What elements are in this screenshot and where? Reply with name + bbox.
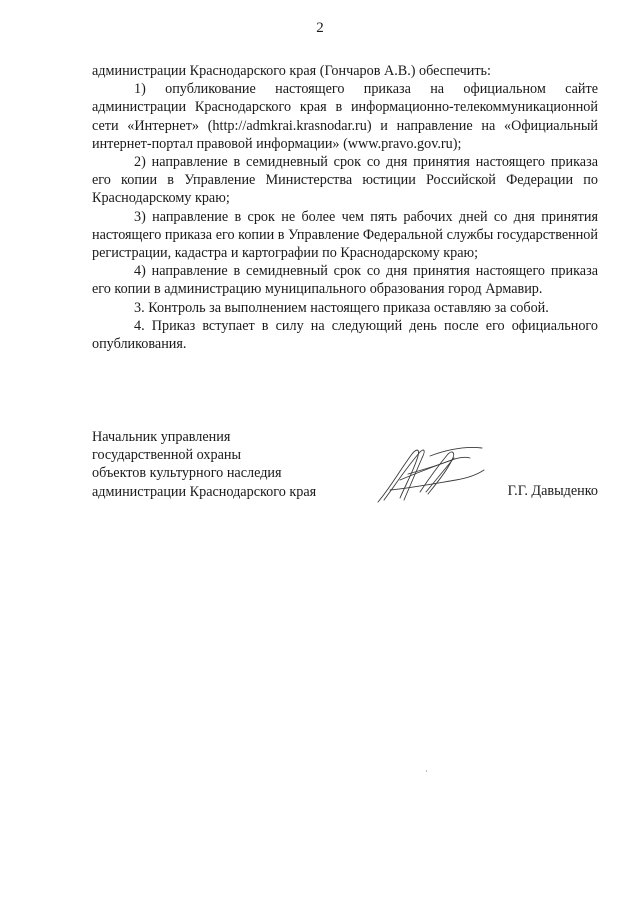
page-number: 2 <box>316 20 324 36</box>
handwritten-signature <box>370 440 490 512</box>
signatory-title <box>92 428 316 501</box>
signatory-title-line: государственной охраны <box>92 447 242 464</box>
paragraph-effect: 4. Приказ вступает в силу на следующий день после его официального опубликования. <box>92 317 598 353</box>
signatory-title-line: Начальник управления <box>92 429 231 445</box>
signatory-title-line: объектов культурного наследия <box>92 465 282 482</box>
signatory-title-line: администрации Краснодарского края <box>92 483 317 500</box>
paragraph-item-1: 1) опубликование настоящего приказа на официальном сайте администрации Краснодарского края в информационно-телекоммуникационной сети «Интернет» (http://admkrai.krasnodar.ru) и направление на «Официальный интернет-портал правовой информации» (www.pravo.gov.ru); <box>92 81 598 152</box>
paragraph-item-4: 4) направление в семидневный срок со дня принятия настоящего приказа его копии в администрацию муниципального образования город Армавир. <box>92 263 598 298</box>
paragraph-item-3: 3) направление в срок не более чем пять рабочих дней со дня принятия настоящего приказа его копии в Управление Федеральной службы государственной регистрации, кадастра и картографии по Краснодарскому краю; <box>92 208 598 262</box>
paragraph-continuation: администрации Краснодарского края (Гончаров А.В.) обеспечить: <box>92 63 491 79</box>
scan-speck <box>426 770 427 772</box>
document-body <box>92 62 598 353</box>
signatory-name: Г.Г. Давыденко <box>507 483 598 499</box>
paragraph-control: 3. Контроль за выполнением настоящего приказа оставляю за собой. <box>134 299 549 316</box>
paragraph-item-2: 2) направление в семидневный срок со дня принятия настоящего приказа его копии в Управление Министерства юстиции Российской Федерации по Краснодарскому краю; <box>92 154 598 207</box>
